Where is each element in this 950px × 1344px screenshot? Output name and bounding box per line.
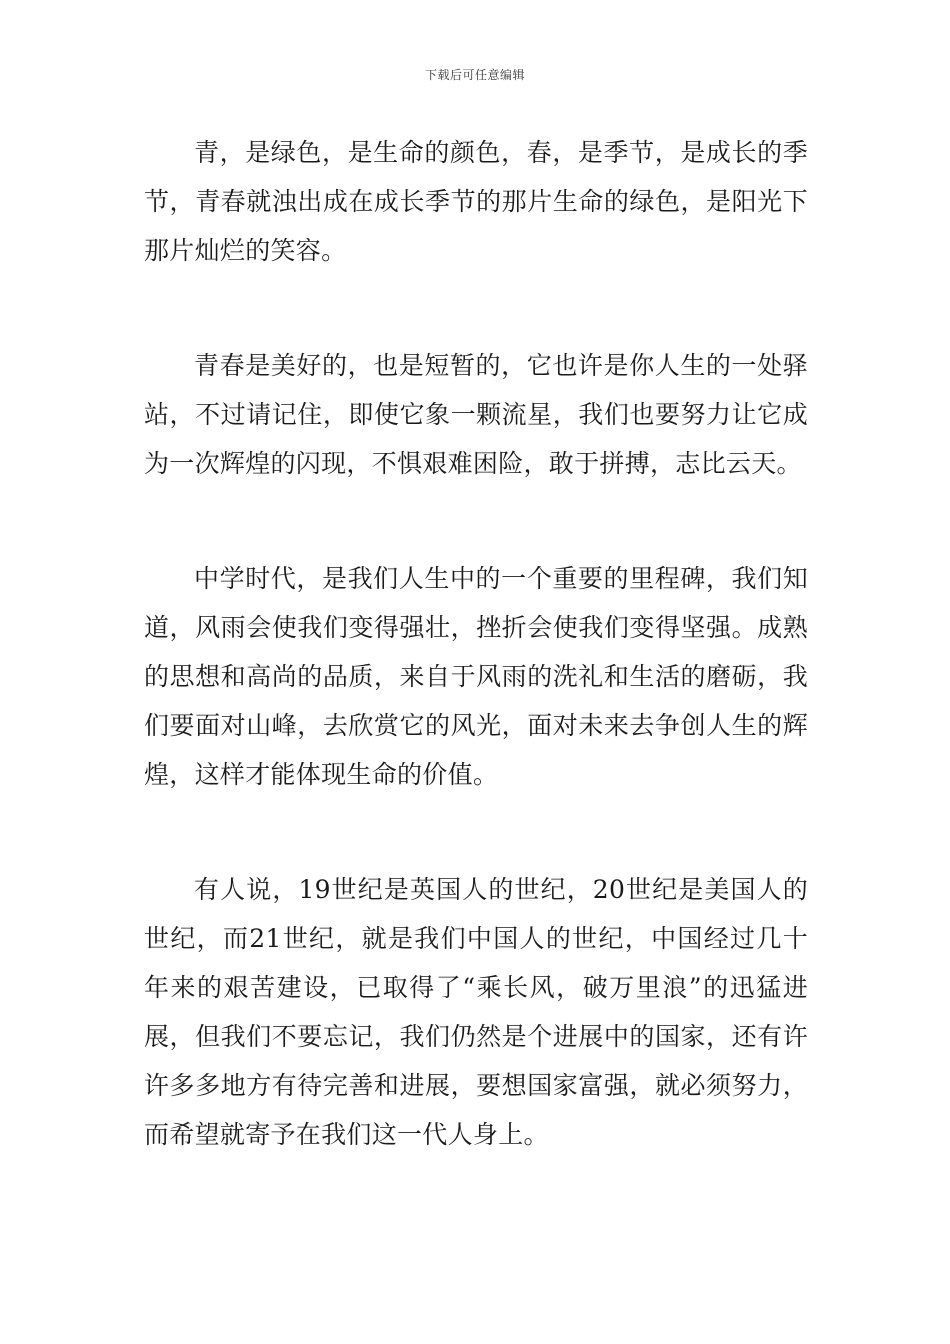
paragraph: 青春是美好的，也是短暂的，它也许是你人生的一处驿站，不过请记住，即使它象一颗流星，我们也要努力让它成为一次辉煌的闪现，不惧艰难困险，敢于拼搏，志比云天。 <box>144 351 808 478</box>
paragraph: 中学时代，是我们人生中的一个重要的里程碑，我们知道，风雨会使我们变得强壮，挫折会使我们变得坚强。成熟的思想和高尚的品质，来自于风雨的洗礼和生活的磨砺，我们要面对山峰，去欣赏它的风光，面对未来去争创人生的辉煌，这样才能体现生命的价值。 <box>144 564 808 789</box>
header-note: 下载后可任意编辑 <box>424 68 525 82</box>
paragraph: 青，是绿色，是生命的颜色，春，是季节，是成长的季节，青春就浊出成在成长季节的那片生命的绿色，是阳光下那片灿烂的笑容。 <box>144 138 808 265</box>
paragraph: 有人说，19世纪是英国人的世纪，20世纪是美国人的世纪，而21世纪，就是我们中国人的世纪，中国经过几十年来的艰苦建设，已取得了“乘长风，破万里浪”的迅猛进展，但我们不要忘记，我们仍然是个进展中的国家，还有许许多多地方有待完善和进展，要想国家富强，就必须努力，而希望就寄予在我们这一代人身上。 <box>144 875 808 1149</box>
document-body <box>144 128 808 1159</box>
